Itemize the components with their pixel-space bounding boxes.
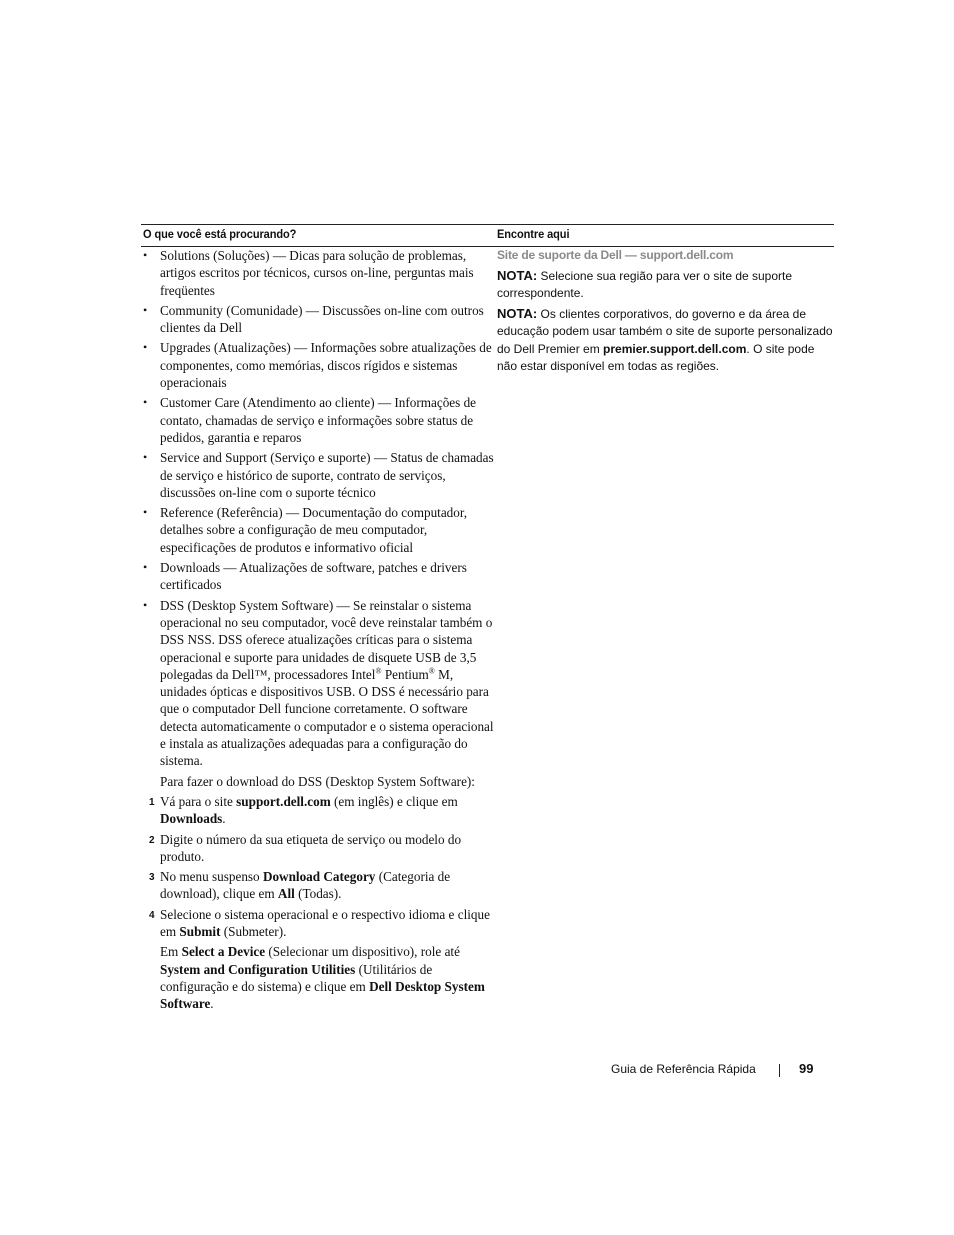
bullet-icon: • [143, 450, 148, 465]
footer-separator [779, 1064, 780, 1077]
bullet-icon: • [143, 395, 148, 410]
step-3: 3 No menu suspenso Download Category (Categoria de download), clique em All (Todas). [149, 869, 451, 902]
support-site-link[interactable]: support.dell.com [639, 248, 734, 262]
bullet-icon: • [143, 302, 148, 317]
step-1: 1 Vá para o site support.dell.com (em inglês) e clique em Downloads. [149, 793, 458, 827]
list-item: • Service and Support (Serviço e suporte) — Status de chamadas de serviço e histórico de suporte, contrato de serviços, discussões on-line com o suporte técnico [143, 450, 494, 500]
list-item-dss: • DSS (Desktop System Software) — Se reinstalar o sistema operacional no seu computador, você deve reinstalar também o DSS NSS. DSS oferece atualizações críticas para o sistema operacional e suporte para unidades de disquete USB de 3,5 polegadas da Dell™, processadores Intel® Pentium® M, unidades ópticas e dispositivos USB. O DSS é necessário para que o computador Dell funcione corretamente. O software detecta automaticamente o computador e o sistema operacional e instala as atualizações adequadas para a configuração do sistema. [143, 597, 494, 769]
footer-guide-title: Guia de Referência Rápida [611, 1062, 756, 1076]
column-header-where: Encontre aqui [497, 227, 570, 241]
support-site-heading: Site de suporte da Dell — support.dell.com [497, 248, 734, 262]
note-2: NOTA: Os clientes corporativos, do governo e da área de educação podem usar também o site de suporte personalizado do Dell Premier em premier.support.dell.com. O site pode não estar disponível em todas as regiões. [497, 305, 833, 373]
bullet-icon: • [143, 505, 148, 520]
left-column [143, 247, 495, 1015]
step-4: 4 Selecione o sistema operacional e o respectivo idioma e clique em Submit (Submeter). [149, 906, 490, 939]
list-item: • Upgrades (Atualizações) — Informações sobre atualizações de componentes, como memórias, discos rígidos e sistemas operacionais [143, 340, 492, 391]
list-item: • Community (Comunidade) — Discussões on-line com outros clientes da Dell [143, 302, 484, 336]
right-column [497, 247, 837, 378]
list-item: • Downloads — Atualizações de software, patches e drivers certificados [143, 560, 467, 593]
bullet-icon: • [143, 560, 148, 575]
bullet-icon: • [143, 597, 148, 612]
note-1: NOTA: Selecione sua região para ver o site de suporte correspondente. [497, 267, 793, 300]
column-header-what: O que você está procurando? [143, 227, 297, 241]
list-item: • Solutions (Soluções) — Dicas para solução de problemas, artigos escritos por técnicos, cursos on-line, perguntas mais freqüentes [143, 248, 474, 298]
bullet-icon: • [143, 248, 148, 262]
table-top-rule [141, 224, 834, 225]
list-item: • Customer Care (Atendimento ao cliente) — Informações de contato, chamadas de serviço e informações sobre status de pedidos, garantia e reparos [143, 395, 477, 445]
page-number: 99 [799, 1061, 814, 1076]
bullet-icon: • [143, 340, 148, 355]
download-intro: Para fazer o download do DSS (Desktop System Software): [160, 773, 475, 789]
final-instruction: Em Select a Device (Selecionar um dispositivo), role até System and Configuration Utilities (Utilitários de configuração e do sistema) e clique em Dell Desktop System Software. [160, 944, 485, 1012]
step-2: 2 Digite o número da sua etiqueta de serviço ou modelo do produto. [149, 831, 462, 864]
list-item: • Reference (Referência) — Documentação do computador, detalhes sobre a configuração de meu computador, especificações de produtos e informativo oficial [143, 505, 468, 555]
premier-site-link[interactable]: premier.support.dell.com [603, 341, 747, 356]
